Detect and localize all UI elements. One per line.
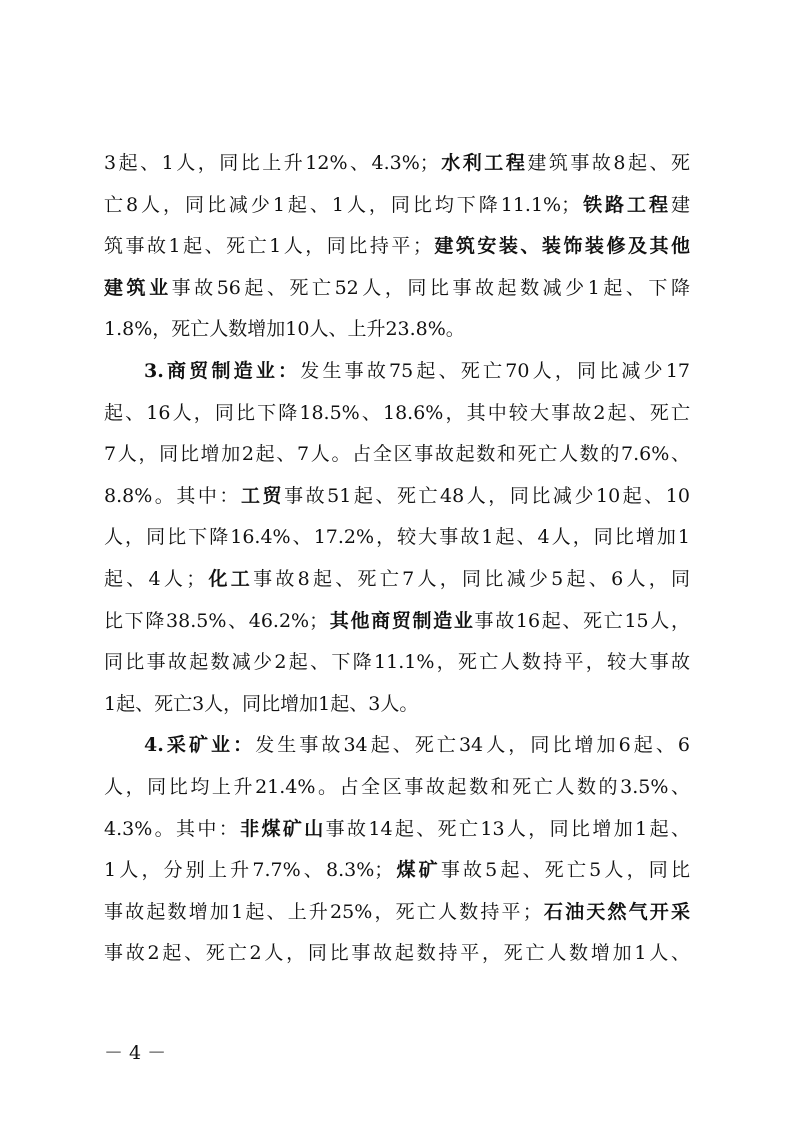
page-number: － 4 － — [104, 1042, 167, 1064]
body-text — [104, 143, 690, 975]
bold-term: 4.采矿业： — [144, 734, 256, 757]
text-segment: 事故2起、死亡2人，同比事故起数持平，死亡人数增加1人、 — [104, 942, 690, 965]
text-segment: 亡8人，同比减少1起、1人，同比均下降11.1%； — [104, 193, 581, 216]
text-line — [104, 185, 690, 227]
text-segment: 1.8%，死亡人数增加10人、上升23.8%。 — [104, 318, 465, 341]
text-line — [104, 268, 690, 310]
text-segment: 人，同比下降16.4%、17.2%，较大事故1起、4人，同比增加1 — [104, 526, 690, 549]
text-segment: 建筑事故8起、死 — [527, 152, 690, 174]
text-segment: 4.3%。其中： — [104, 817, 241, 840]
text-segment: 事故5起、死亡5人，同比 — [440, 859, 690, 882]
text-line — [104, 351, 690, 393]
text-segment: 起、16人，同比下降18.5%、18.6%，其中较大事故2起、死亡 — [104, 401, 690, 424]
text-segment: 起、4人； — [104, 567, 206, 590]
text-segment: 事故8起、死亡7人，同比减少5起、6人，同 — [253, 567, 690, 590]
text-segment: 1起、死亡3人，同比增加1起、3人。 — [104, 692, 419, 715]
text-segment: 比下降38.5%、46.2%； — [104, 609, 329, 632]
text-line — [104, 309, 690, 351]
text-segment: 1人，分别上升7.7%、8.3%； — [104, 859, 394, 882]
text-segment: 同比事故起数减少2起、下降11.1%，死亡人数持平，较大事故 — [104, 651, 690, 674]
text-line — [104, 684, 690, 726]
text-segment: 发生事故34起、死亡34人，同比增加6起、6 — [255, 734, 691, 757]
text-segment: 事故56起、死亡52人，同比事故起数减少1起、下降 — [171, 276, 690, 299]
bold-term: 工贸 — [240, 484, 285, 507]
bold-term: 其他商贸制造业 — [328, 609, 475, 632]
text-line — [104, 143, 690, 185]
text-line — [104, 226, 690, 268]
bold-term: 建筑安装、装饰装修及其他 — [431, 235, 690, 258]
bold-term: 铁路工程 — [580, 193, 671, 216]
text-segment: 事故起数增加1起、上升25%，死亡人数持平； — [104, 900, 542, 923]
bold-term: 煤矿 — [393, 859, 441, 882]
text-line — [104, 559, 690, 601]
text-line — [104, 809, 690, 851]
text-segment: 建 — [670, 193, 690, 216]
text-line — [104, 933, 690, 975]
text-line — [104, 767, 690, 809]
text-line — [104, 517, 690, 559]
text-segment: 3起、1人，同比上升12%、4.3%； — [104, 152, 439, 174]
text-line — [104, 725, 690, 767]
text-line — [104, 601, 690, 643]
text-segment: 7人，同比增加2起、7人。占全区事故起数和死亡人数的7.6%、 — [104, 443, 690, 466]
text-segment: 事故14起、死亡13人，同比增加1起、 — [325, 817, 690, 840]
text-segment: 发生事故75起、死亡70人，同比减少17 — [300, 359, 690, 382]
text-segment: 筑事故1起、死亡1人，同比持平； — [104, 235, 432, 258]
bold-term: 石油天然气开采 — [541, 900, 690, 923]
bold-term: 化工 — [205, 567, 254, 590]
text-line — [104, 434, 690, 476]
text-segment: 事故51起、死亡48人，同比减少10起、10 — [284, 484, 690, 507]
bold-term: 3.商贸制造业： — [144, 359, 301, 382]
text-segment: 人，同比均上升21.4%。占全区事故起数和死亡人数的3.5%、 — [104, 775, 690, 798]
text-line — [104, 393, 690, 435]
text-line — [104, 642, 690, 684]
bold-term: 水利工程 — [438, 152, 528, 174]
text-line — [104, 850, 690, 892]
text-line — [104, 476, 690, 518]
bold-term: 非煤矿山 — [240, 817, 326, 840]
bold-term: 建筑业 — [104, 276, 172, 299]
text-line — [104, 892, 690, 934]
text-segment: 8.8%。其中： — [104, 484, 241, 507]
text-segment: 事故16起、死亡15人， — [474, 609, 690, 632]
